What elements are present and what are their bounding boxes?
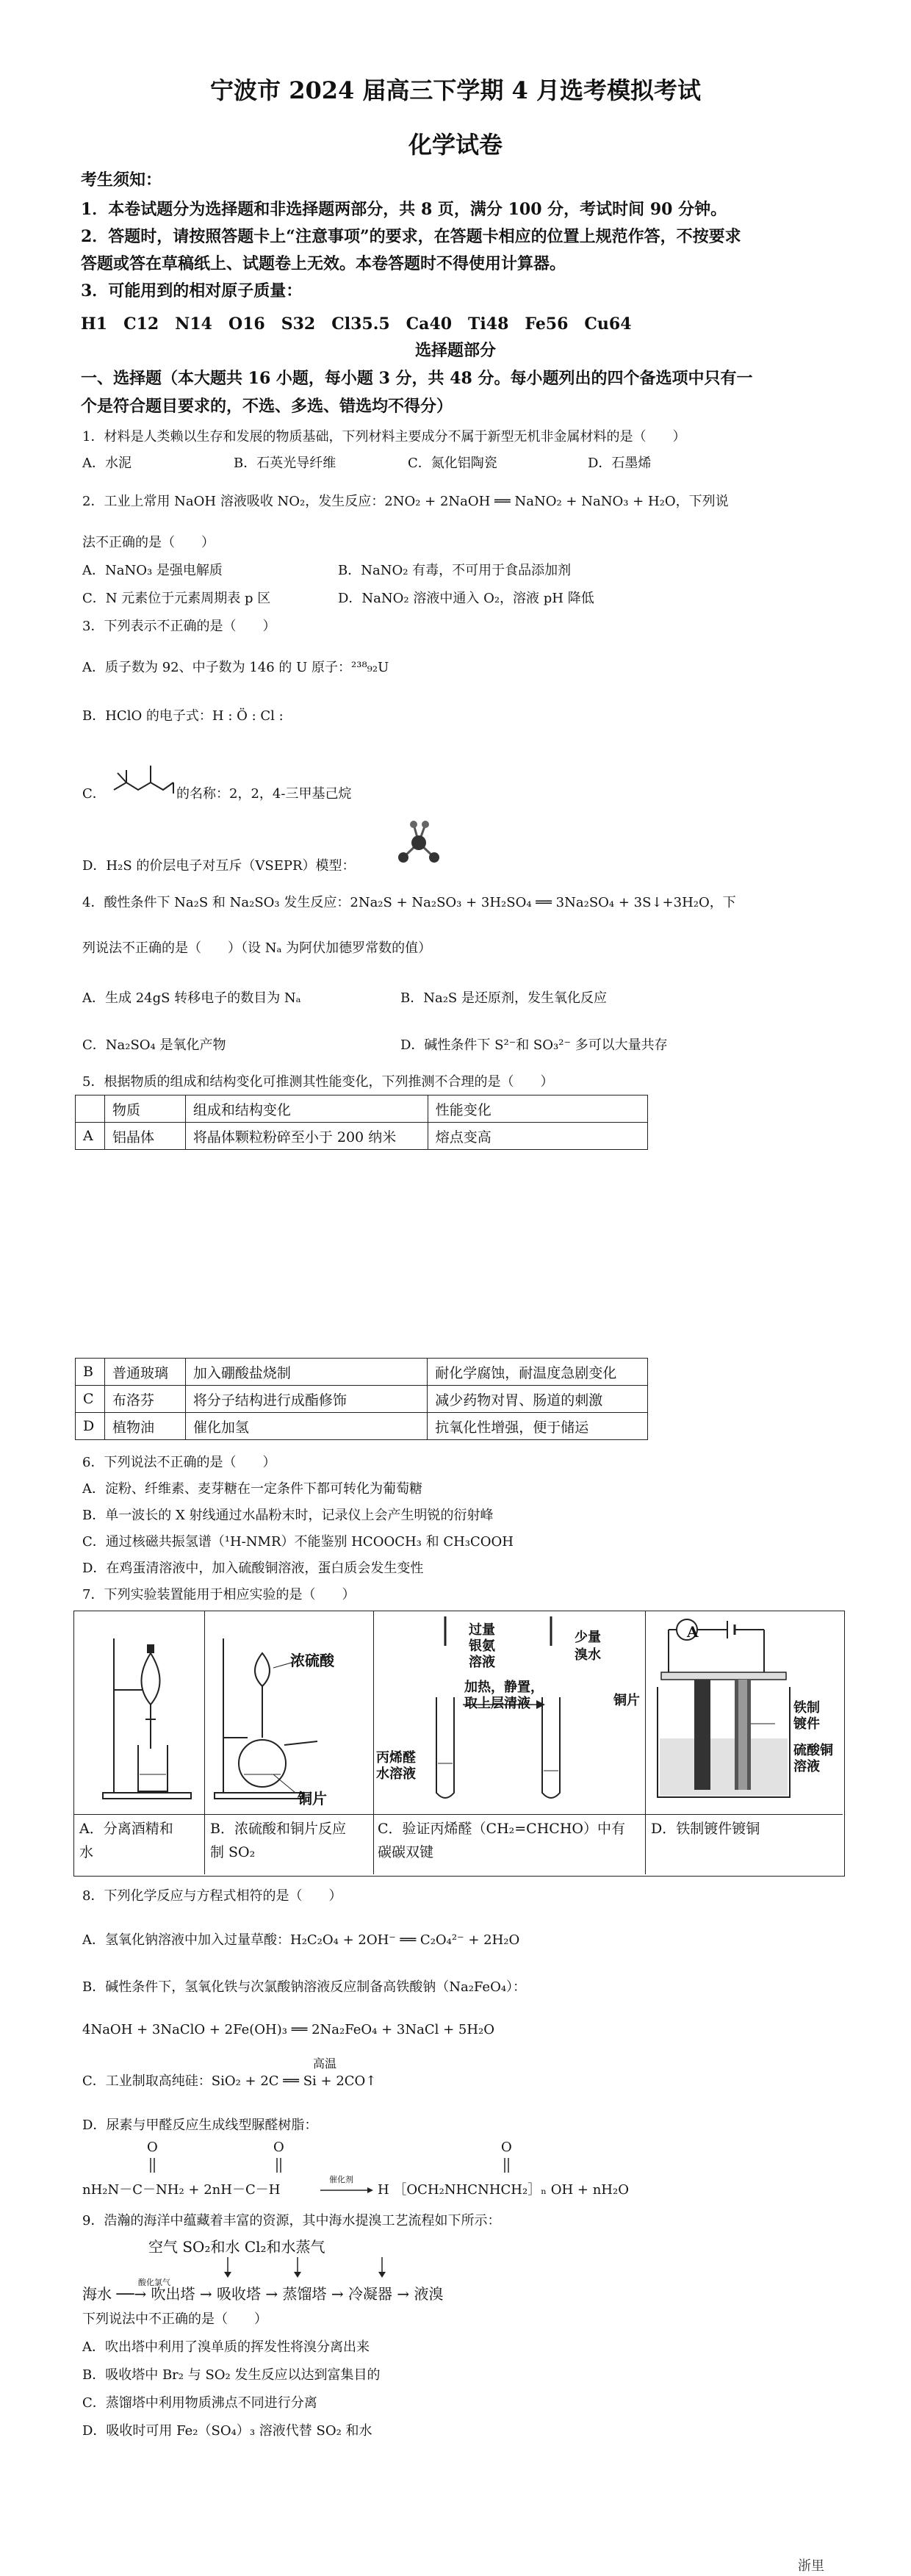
q3-stem: 3．下列表示不正确的是（ ） (82, 619, 276, 634)
table-cell: 植物油 (104, 1413, 185, 1440)
paper-subtitle: 化学试卷 (408, 131, 503, 159)
q8-option-a: A．氢氧化钠溶液中加入过量草酸：H₂C₂O₄ + 2OH⁻ ══ C₂O₄²⁻ + 2H₂O (82, 1932, 520, 1948)
q9-option-d: D．吸收时可用 Fe₂（SO₄）₃ 溶液代替 SO₂ 和水 (82, 2423, 372, 2439)
q9-flow-diagram: 海水 ──→ 吹出塔 → 吸收塔 → 蒸馏塔 → 冷凝器 → 液溴 (82, 2285, 444, 2303)
notes-item: 1．本卷试题分为选择题和非选择题两部分，共 8 页，满分 100 分，考试时间 90 分钟。 (81, 200, 727, 219)
label-iron-piece: 镀件 (793, 1716, 820, 1732)
section-intro: 一、选择题（本大题共 16 小题，每小题 3 分，共 48 分。每小题列出的四个备选项中只有一 (81, 369, 753, 388)
label-silver-ammonia: 过量 (469, 1622, 495, 1638)
table-cell: 将分子结构进行成酯修饰 (185, 1386, 427, 1413)
q9-option-c: C．蒸馏塔中利用物质沸点不同进行分离 (82, 2395, 317, 2411)
q7-option-d: D．铁制镀件镀铜 (651, 1821, 760, 1837)
q5-stem: 5．根据物质的组成和结构变化可推测其性能变化，下列推测不合理的是（ ） (82, 1074, 554, 1090)
table-cell: 加入硼酸盐烧制 (185, 1359, 427, 1386)
q9-option-a: A．吹出塔中利用了溴单质的挥发性将溴分离出来 (82, 2339, 370, 2355)
table-cell: 抗氧化性增强，便于储运 (428, 1413, 648, 1440)
q1-option-c: C．氮化铝陶瓷 (408, 456, 497, 471)
table-row (76, 1413, 648, 1440)
label-copper-piece: 铜片 (298, 1790, 327, 1807)
label-conc-sulfuric-acid: 浓硫酸 (290, 1652, 334, 1669)
double-bond-marks (145, 2156, 513, 2175)
label-bromine-water: 少量 (575, 1630, 601, 1645)
q3-option-d: D．H₂S 的价层电子对互斥（VSEPR）模型： (82, 858, 356, 874)
table-cell: 熔点变高 (428, 1123, 647, 1150)
q5-table-continued (75, 1358, 648, 1440)
table-cell: 布洛芬 (104, 1386, 185, 1413)
q1-option-d: D．石墨烯 (588, 456, 652, 471)
table-cell: 物质 (104, 1095, 185, 1123)
q2-option-a: A．NaNO₃ 是强电解质 (82, 563, 223, 578)
label-copper-sulfate: 硫酸铜 (793, 1743, 833, 1758)
q6-stem: 6．下列说法不正确的是（ ） (82, 1455, 276, 1470)
skeletal-formula-image (110, 749, 180, 801)
apparatus-separatory-funnel (81, 1616, 198, 1807)
q7-stem: 7．下列实验装置能用于相应实验的是（ ） (82, 1587, 356, 1602)
q1-option-a: A．水泥 (82, 456, 132, 471)
q2-option-b: B．NaNO₂ 有毒，不可用于食品添加剂 (338, 563, 572, 578)
q8-c-condition: 高温 (313, 2057, 337, 2070)
q3-option-a: A．质子数为 92、中子数为 146 的 U 原子：²³⁸₉₂U (82, 660, 389, 675)
q9-flow-condition: 酸化氯气 (138, 2278, 170, 2287)
label-silver-ammonia: 溶液 (469, 1655, 495, 1670)
notes-heading: 考生须知： (81, 170, 162, 190)
q8-option-d: D．尿素与甲醛反应生成线型脲醛树脂： (82, 2118, 318, 2133)
exam-title: 宁波市 2024 届高三下学期 4 月选考模拟考试 (210, 76, 701, 104)
q8-option-b-equation: 4NaOH + 3NaClO + 2Fe(OH)₃ ══ 2Na₂FeO₄ + 3NaCl + 5H₂O (82, 2022, 495, 2037)
q6-option-d: D．在鸡蛋清溶液中，加入硫酸铜溶液，蛋白质会发生变性 (82, 1561, 424, 1576)
table-row (76, 1123, 648, 1150)
label-heat-settle: 取上层清液 (464, 1696, 530, 1711)
table-cell: A (76, 1123, 105, 1150)
q7-option-c-cont: 碳碳双键 (378, 1844, 434, 1860)
q8-option-c: C．工业制取高纯硅：SiO₂ + 2C ══ Si + 2CO↑ (82, 2073, 377, 2089)
q8-d-equation-right: H ［OCH₂NHCNHCH₂］ₙ OH + nH₂O (378, 2182, 629, 2198)
table-cell: 耐化学腐蚀，耐温度急剧变化 (428, 1359, 648, 1386)
label-iron-piece: 铁制 (793, 1700, 820, 1716)
table-cell: 性能变化 (428, 1095, 647, 1123)
q7-option-a-cont: 水 (79, 1844, 94, 1860)
q8-option-b: B．碱性条件下，氢氧化铁与次氯酸钠溶液反应制备高铁酸钠（Na₂FeO₄）： (82, 1979, 527, 1995)
q2-option-c: C．N 元素位于元素周期表 p 区 (82, 591, 271, 606)
notes-item: 2．答题时，请按照答题卡上“注意事项”的要求，在答题卡相应的位置上规范作答，不按要求 (81, 227, 741, 246)
table-cell: 组成和结构变化 (185, 1095, 428, 1123)
q4-option-c: C．Na₂SO₄ 是氧化产物 (82, 1037, 226, 1053)
q3-option-c-label: C． (82, 786, 106, 802)
apparatus-test-tubes (426, 1616, 588, 1809)
table-cell: D (76, 1413, 105, 1440)
q7-option-a: A．分离酒精和 (79, 1821, 173, 1837)
q1-stem: 1．材料是人类赖以生存和发展的物质基础，下列材料主要成分不属于新型无机非金属材料的是（ ） (82, 429, 686, 445)
q9-stem: 9．浩瀚的海洋中蕴藏着丰富的资源，其中海水提溴工艺流程如下所示： (82, 2213, 501, 2228)
table-cell (76, 1095, 105, 1123)
label-acrolein-solution: 丙烯醛 (376, 1750, 416, 1766)
table-header-row (76, 1095, 648, 1123)
table-cell: 将晶体颗粒粉碎至小于 200 纳米 (185, 1123, 428, 1150)
atomic-masses: H1 C12 N14 O16 S32 Cl35.5 Ca40 Ti48 Fe56 Cu64 (81, 314, 632, 334)
q8-stem: 8．下列化学反应与方程式相符的是（ ） (82, 1888, 342, 1904)
q5-table-top (75, 1095, 648, 1150)
q6-option-a: A．淀粉、纤维素、麦芽糖在一定条件下都可转化为葡萄糖 (82, 1481, 422, 1497)
q4-option-b: B．Na₂S 是还原剂，发生氧化反应 (400, 990, 607, 1006)
q9-option-b: B．吸收塔中 Br₂ 与 SO₂ 发生反应以达到富集目的 (82, 2367, 381, 2383)
q6-option-b: B．单一波长的 X 射线通过水晶粉末时，记录仪上会产生明锐的衍射峰 (82, 1508, 494, 1523)
label-ammeter: A (687, 1623, 699, 1641)
q4-option-a: A．生成 24gS 转移电子的数目为 Nₐ (82, 990, 301, 1006)
table-cell: 普通玻璃 (104, 1359, 185, 1386)
q9-flow-inputs: 空气 SO₂和水 Cl₂和水蒸气 (148, 2238, 325, 2256)
q7-option-c: C．验证丙烯醛（CH₂=CHCHO）中有 (378, 1821, 625, 1837)
table-row (76, 1386, 648, 1413)
q7-option-b: B．浓硫酸和铜片反应 (210, 1821, 346, 1837)
label-acrolein-solution: 水溶液 (376, 1766, 416, 1782)
q8-d-catalyst: 催化剂 (329, 2175, 353, 2184)
q3-option-c-text: 的名称：2，2，4-三甲基己烷 (176, 786, 352, 802)
label-copper-plate: 铜片 (613, 1693, 640, 1708)
q2-stem: 2．工业上常用 NaOH 溶液吸收 NO₂，发生反应：2NO₂ + 2NaOH ══ NaNO₂ + NaNO₃ + H₂O，下列说 (82, 494, 729, 509)
label-heat-settle: 加热，静置， (464, 1680, 544, 1695)
label-silver-ammonia: 银氨 (469, 1638, 495, 1654)
flow-input-arrows (217, 2257, 437, 2278)
section-intro: 个是符合题目要求的，不选、多选、错选均不得分） (81, 397, 453, 416)
q2-option-d: D．NaNO₂ 溶液中通入 O₂，溶液 pH 降低 (338, 591, 594, 606)
notes-item: 3．可能用到的相对原子质量： (81, 281, 303, 301)
q9-stem-cont: 下列说法中不正确的是（ ） (82, 2311, 267, 2327)
q2-stem-cont: 法不正确的是（ ） (82, 535, 215, 550)
table-row (76, 1359, 648, 1386)
table-cell: 催化加氢 (185, 1413, 427, 1440)
table-cell: 铝晶体 (104, 1123, 185, 1150)
vsepr-model-image (393, 817, 444, 868)
table-cell: B (76, 1359, 105, 1386)
q4-option-d: D．碱性条件下 S²⁻和 SO₃²⁻ 多可以大量共存 (400, 1037, 668, 1053)
footer-mark: 浙里 (798, 2558, 824, 2574)
table-cell: 减少药物对胃、肠道的刺激 (428, 1386, 648, 1413)
notes-item: 答题或答在草稿纸上、试题卷上无效。本卷答题时不得使用计算器。 (81, 254, 566, 273)
q7-option-b-cont: 制 SO₂ (210, 1844, 256, 1860)
q6-option-c: C．通过核磁共振氢谱（¹H-NMR）不能鉴别 HCOOCH₃ 和 CH₃COOH (82, 1534, 514, 1550)
table-cell: C (76, 1386, 105, 1413)
label-bromine-water: 溴水 (575, 1647, 601, 1663)
q4-stem: 4．酸性条件下 Na₂S 和 Na₂SO₃ 发生反应：2Na₂S + Na₂SO₃ + 3H₂SO₄ ══ 3Na₂SO₄ + 3S↓+3H₂O，下 (82, 895, 736, 910)
q1-option-b: B．石英光导纤维 (234, 456, 336, 471)
section-title: 选择题部分 (414, 341, 496, 360)
apparatus-conc-acid-flask (207, 1616, 354, 1807)
q4-stem-cont: 列说法不正确的是（ ）（设 Nₐ 为阿伏加德罗常数的值） (82, 940, 432, 956)
q8-d-carbonyl-o: O (501, 2140, 512, 2155)
q8-d-equation-left: nH₂N－C－NH₂ + 2nH－C－H (82, 2182, 281, 2198)
q8-d-carbonyl-o: O (147, 2140, 158, 2155)
q8-d-carbonyl-o: O (273, 2140, 284, 2155)
label-copper-sulfate: 溶液 (793, 1759, 820, 1774)
q3-option-b: B．HClO 的电子式：H : Ö : Cl : (82, 708, 284, 724)
reaction-arrow (320, 2187, 373, 2194)
